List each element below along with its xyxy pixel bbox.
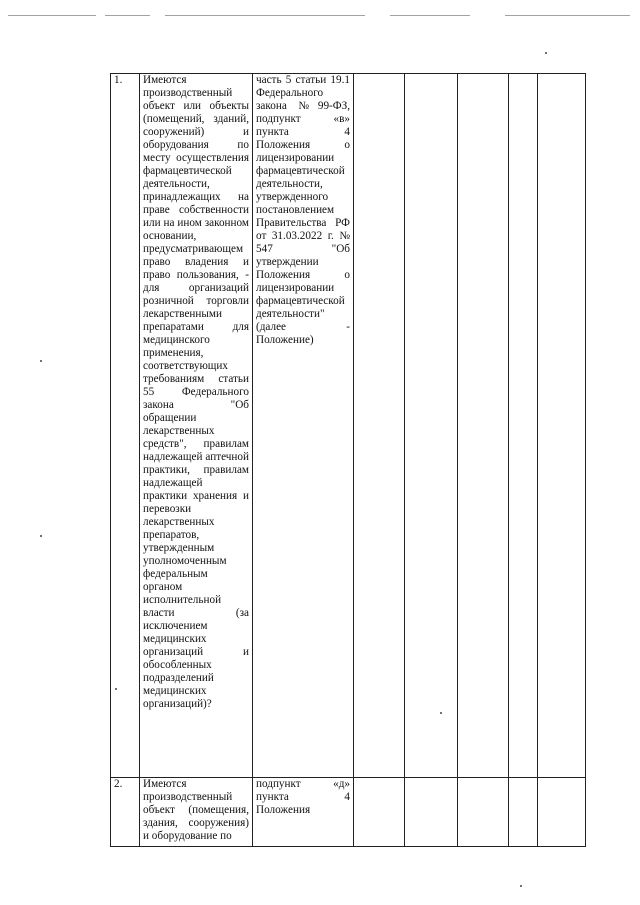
answer-cell (509, 778, 538, 847)
requirement-text: Имеются производственный объект (помещения, здания, сооружения) и оборудование по (140, 778, 253, 847)
answer-cell (458, 778, 509, 847)
legal-basis-text: часть 5 статьи 19.1 Федерального закона №99-ФЗ, подпункт «в» пункта 4 Положения о лицензировании фармацевтической деятельности, утвержденного постановлением Правительства РФ от 31.03.2022 г. № 547 "Об утверждении Положения о лицензировании фармацевтической деятельности" (далее - Положение) (253, 74, 354, 778)
scan-speck (40, 535, 42, 537)
answer-cell (458, 74, 509, 778)
scan-speck (545, 52, 547, 54)
row-number: 1. (111, 74, 140, 778)
answer-cell (405, 74, 458, 778)
answer-cell (405, 778, 458, 847)
legal-basis-text: подпункт «д» пункта 4 Положения (253, 778, 354, 847)
scan-speck (520, 885, 522, 887)
scan-line (390, 15, 470, 16)
row-number: 2. (111, 778, 140, 847)
notes-cell (538, 778, 586, 847)
table-row (111, 74, 586, 778)
requirement-text: Имеются производственный объект или объекты (помещений, зданий, сооружений) и оборудования по месту осуществления фармацевтической деятельности, принадлежащих на праве собственности или на ином законном основании, предусматривающем право владения и право пользования, - для организаций розничной торговли лекарственными препаратами для медицинского применения, соответствующих требованиям статьи 55 Федерального закона "Об обращении лекарственных средств", правилам надлежащей аптечной практики, правилам надлежащей практики хранения и перевозки лекарственных препаратов, утвержденным уполномоченным федеральным органом исполнительной власти (за исключением медицинских организаций и обособленных подразделений медицинских организаций)? (140, 74, 253, 778)
scan-line (105, 15, 150, 16)
scan-line (505, 15, 630, 16)
scan-speck (40, 360, 42, 362)
answer-cell (354, 778, 405, 847)
answer-cell (354, 74, 405, 778)
answer-cell (509, 74, 538, 778)
checklist-table (110, 73, 586, 847)
table-row (111, 778, 586, 847)
scan-line (165, 15, 365, 16)
notes-cell (538, 74, 586, 778)
scan-line (8, 15, 96, 16)
